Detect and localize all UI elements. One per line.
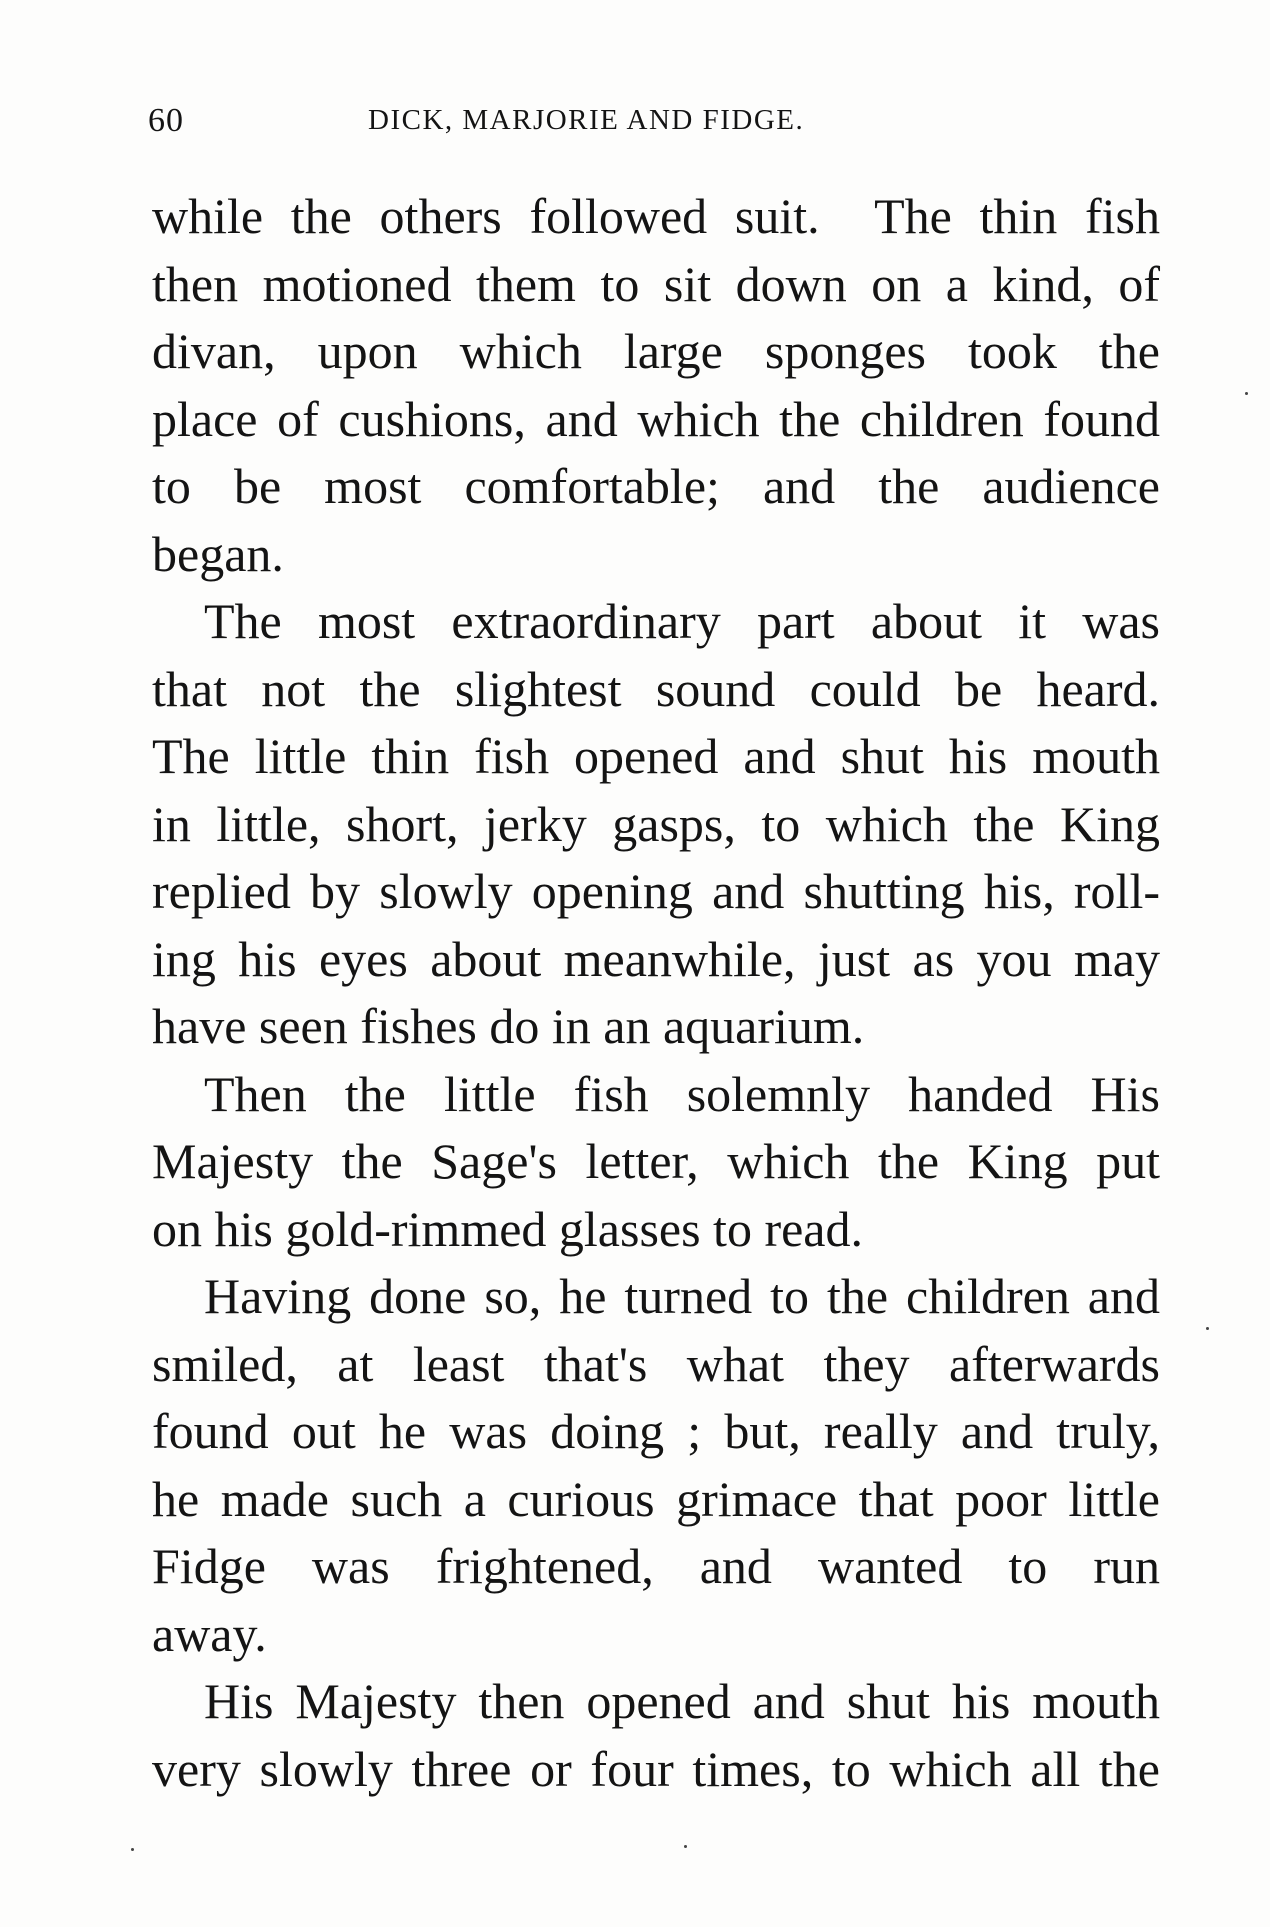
text-line: The most extraordinary part about it was xyxy=(204,593,1160,649)
print-speck xyxy=(684,1845,687,1848)
page-number: 60 xyxy=(148,102,184,139)
text-line: replied by slowly opening and shutting his, roll- xyxy=(152,863,1160,919)
text-line: place of cushions, and which the children found xyxy=(152,390,1160,447)
text-line: away. xyxy=(152,1605,267,1662)
text-line: Fidge was frightened, and wanted to run xyxy=(152,1538,1160,1594)
text-line: that not the slightest sound could be heard. xyxy=(152,660,1160,717)
text-line: very slowly three or four times, to which all the xyxy=(152,1740,1160,1797)
text-line: in little, short, jerky gasps, to which the King xyxy=(152,795,1160,852)
text-line: on his gold-rimmed glasses to read. xyxy=(152,1200,863,1257)
print-speck xyxy=(1206,1327,1209,1330)
text-line: His Majesty then opened and shut his mouth xyxy=(204,1673,1160,1729)
text-line: to be most comfortable; and the audience xyxy=(152,458,1160,514)
print-speck xyxy=(1245,392,1248,395)
text-line: while the others followed suit. The thin fish xyxy=(152,188,1160,244)
text-line: he made such a curious grimace that poor little xyxy=(152,1470,1160,1527)
text-line: began. xyxy=(152,525,284,582)
print-speck xyxy=(131,1848,134,1851)
text-line: divan, upon which large sponges took the xyxy=(152,323,1160,379)
text-line: then motioned them to sit down on a kind, of xyxy=(152,255,1160,312)
text-line: Then the little fish solemnly handed His xyxy=(204,1065,1160,1122)
running-head: DICK, MARJORIE AND FIDGE. xyxy=(368,104,805,136)
text-line: Majesty the Sage's letter, which the King put xyxy=(152,1133,1160,1189)
text-line: The little thin fish opened and shut his mouth xyxy=(152,728,1160,784)
text-line: smiled, at least that's what they afterwards xyxy=(152,1335,1160,1392)
text-line: have seen fishes do in an aquarium. xyxy=(152,998,865,1054)
text-line: Having done so, he turned to the children and xyxy=(204,1268,1160,1324)
text-line: found out he was doing ; but, really and truly, xyxy=(152,1403,1160,1459)
body-text xyxy=(152,183,1160,1803)
page-header xyxy=(148,102,1158,152)
text-line: ing his eyes about meanwhile, just as you may xyxy=(152,930,1160,987)
